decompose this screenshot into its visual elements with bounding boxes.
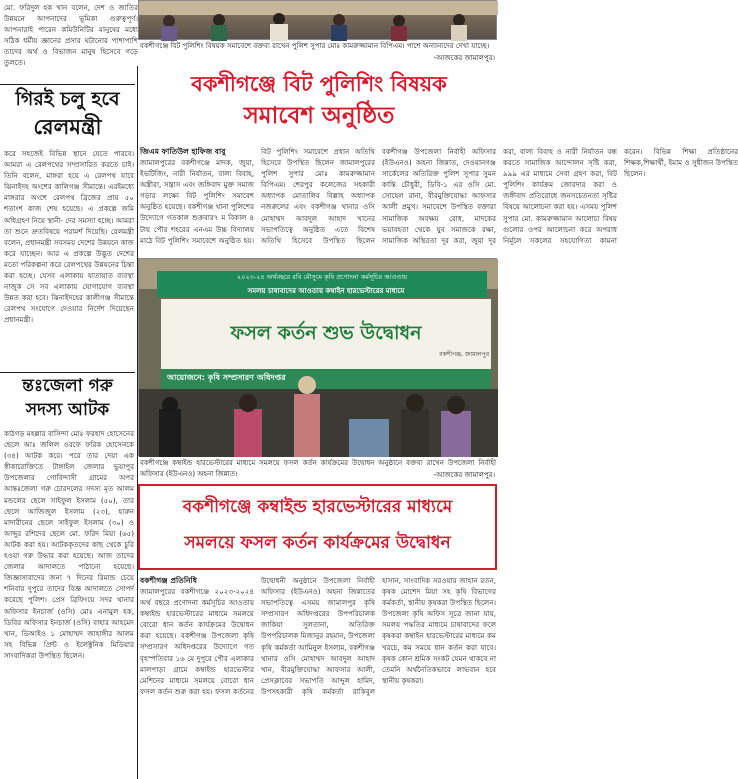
cattle-headline-line2: সদস্য আটক: [25, 400, 110, 420]
cattle-headline-line1: ন্তঃজেলা গরু: [22, 376, 113, 396]
banner-place: বকশীগঞ্জ, জামালপুর: [439, 351, 489, 358]
beat-top-caption: বকশীগঞ্জে বিট পুলিশিং বিষয়ক সমাবেশে বক্তব্য রাখেন পুলিশ সুপার মোঃ কামরুজ্জামান বিপিএম। পাশে অন্যান্যদের দেখা যাচ্ছে।: [140, 42, 490, 50]
rail-story-body: করে সহজেই বিভিন্ন স্থানে যেতে পারবে। আমরা এ রেলপথের সম্প্রসারিত করতে চাই। তিনি বলেন, মাঙ্গরা হয়ে এ রেলপথ যাবে ঝিনাইদহ অংশের কালিগঞ্জ সীমান্তে। এরইমধ্যে মাঙ্গরার অংশে রেলপথ ব্রিজের প্রায় ৫০ শতাংশ কাজ শেষ হয়েছে। এ প্রকল্পে জমি অধিগ্রহণ নিয়ে স্থানী- দের সমস্যা হচ্ছে। আমরা তা শুনে দ্রুতবিষয়ে পরামর্শ দিয়েছি। রেলমন্ত্রী বলেন, প্রধানমন্ত্রী সবসময় দেশের উন্নয়নে কাজ করে যাচ্ছেন। আর এ প্রকল্পে উদ্ভূত দেশের মতো পরিকল্পনা করে রেলপথের উন্নয়নের চিন্তা করা হচ্ছে। যেসব এলাকায় যাতায়াত ব্যবস্থা নাজুক সে সব এলাকায় যোগাযোগ ব্যবস্থা উন্নত করা হবে। ঝিনাইদহের কালীগঞ্জ সীমান্তে রেলপথ সংযোগে দেওয়ার নির্দেশ দিয়েছেন প্রধানমন্ত্রী।: [4, 149, 134, 325]
banner-org: আয়োজনে: কৃষি সম্প্রসারণ অধিদপ্তর: [167, 373, 286, 382]
harvest-byline: বকশীগঞ্জ প্রতিনিধি: [140, 576, 197, 585]
beat-story-body: জিএম ফাতিউল হাফিজ বাবু জামালপুরের বকশীগঞ্জে মাদক, জুয়া, ইভটিজিং, নারী নির্যাতন, বাল্য বিবাহ, অস্ত্রীরা, সন্ত্রাস এবং জঙ্গিবাদ মুক্ত সমাজ গড়ার লক্ষ্যে বিট পুলিশিং সমাবেশ অনুষ্ঠিত হয়েছে। বকশীগঞ্জ থানা পুলিশের উদ্যোগে গতকাল শুক্রবার৭ ম বিকাল ৪ টায় পৌর শহরের এনএম উচ্চ বিদ্যালয় মাঠে বিট পুলিশিং সমাবেশে অনুষ্ঠিত হয়। বিট পুলিশিং সমাবেশে প্রধান অতিথি হিসেবে উপস্থিত ছিলেন জামালপুরের পুলিশ সুপার মোঃ কামরুজ্জামান বিপিএম। শেরপুর কলেজের সহকারী অধ্যাপক মোতালিব বিল্লাহ অধ্যাপক নজরুলের এবং বকশীগঞ্জ থানার ওসি মোহাম্মদ আবদুল আহাদ খানের সভাপতিত্বে অনুষ্ঠিত এতে বিশেষ অতিথি হিসেবে উপস্থিত ছিলেন বকশীগঞ্জ উপজেলা নির্বাহী অফিসার (ইউএনও) অহনা জিন্নাত, দেওয়ানগঞ্জ সার্কেলের অতিরিক্ত পুলিশ সুপার সুমন কান্তি চৌধুরী, ডিবি-১ এর ওসি মো. সোহেল রানা, বীরমুক্তিযোদ্ধা আফসার আলী প্রমুখ। সমাবেশে উপস্থিত বক্তারা সামাজিক অবক্ষয় রোধ, মাদকের ভয়াবহতা থেকে যুব সমাজকে রক্ষা, সামাজিক অস্থিরতা দূর করা, জুয়া দূর করা, বাল্য বিবাহ ও নারী নির্যাতন বন্ধ করতে সামাজিক আন্দোলন সৃষ্টি করা, ৯৯৯ এর মাধ্যমে সেবা গ্রহণ করা, বিট পুলিশিং কার্যক্রম জোরদার করা ও জঙ্গীবাদ প্রতিরোধে জনসচেতনতা সৃষ্টির বিষয়ে আলোচনা করা হয়। এসময় পুলিশ সুপার মো. কামরুজ্জামান আলোচ্য বিষয় গুলোর ওপর আলোচনা করে অপরাধ নির্মূলে সকলের সহযোগিতা কামনা করেন। বিভিন্ন শিক্ষা প্রতিষ্ঠানের শিক্ষক,শিক্ষার্থী, ইমাম ও সুধীজন উপস্থিত ছিলেন।: [140, 147, 738, 245]
harvest-headline-line1: বকশীগঞ্জে কম্বাইন্ড হারভেস্টারের মাধ্যমে: [182, 497, 453, 517]
harvest-headline-box: [138, 484, 497, 570]
divider: [0, 372, 135, 373]
banner-date: ২০২৩-২৪ অর্থবছরে রবি মৌসুমে কৃষি প্রণোদনা কর্মসূচির আওতায়: [236, 273, 408, 281]
beat-top-caption-credit: -আজকের জামালপুর।: [433, 54, 495, 62]
divider: [0, 84, 135, 85]
beat-headline-line2: সমাবেশ অনুষ্ঠিত: [243, 103, 395, 129]
rail-headline-line2: রেলমন্ত্রী: [33, 115, 102, 139]
beat-byline: জিএম ফাতিউল হাফিজ বাবু: [140, 147, 226, 156]
crowd-image: [139, 1, 498, 41]
harvest-headline-line2: সমলয়ে ফসল কর্তন কার্যক্রমের উদ্বোধন: [184, 533, 451, 553]
rail-headline-line1: গিরই চলু হবে: [15, 88, 120, 110]
left-story-intro: মো. ফরিদুল হক খান বলেন, দেশ ও জাতির উন্নয়নে আপনাদের ভূমিকা গুরুত্বপূর্ণ। আপনারাই পারেন কমিউনিটির মানুষের মধ্যে সঠিক ধর্মীয় জ্ঞানের প্রসার ঘটানোর পাশাপাশি তাদের অর্থ ও বিভাজন মানুষ হিসেবে গড়ে তুলতে।: [4, 3, 138, 68]
beat-headline-line1: বকশীগঞ্জে বিট পুলিশিং বিষয়ক: [191, 72, 447, 96]
harvest-caption-credit: -আজকের জামালপুর।: [433, 471, 495, 479]
harvest-story-body: বকশীগঞ্জ প্রতিনিধি জামালপুরের বকশীগঞ্জে ২০২৩-২০২৪ অর্থ বছরে প্রণোদনা কর্মসূচির আওতায় কম্বাইন্ড হারভেস্টারের মাধ্যমে সমলয়ে বোরো ধান কর্তন কার্যক্রমের উদ্বোধন করা হয়েছে। বকশীগঞ্জ উপজেলা কৃষি সম্প্রসারণ অধিদপ্তরের উদ্যোগে গত বৃহস্পতিবার ১৬ মে দুপুরে পৌর এলাকার মালপাড়া গ্রামে কম্বাইন্ড হারভেস্টার মেশিনের মাধ্যমে সমলয়ে বোরো ধান ফসল কর্তন শুরু করা হয়। ফসল কর্তনের উদ্বোধনী অনুষ্ঠানে উপজেলা নির্বাহী অফিসার (ইউএনও) অহনা জিন্নাতের সভাপতিত্বে এসময় জামালপুর কৃষি সম্প্রসারণ অধিদপ্তরের উপপরিচালক জাকিয়া সুলতানা, অতিরিক্ত উপপরিচালক মিজানুর রহমান, উপজেলা কৃষি কর্মকর্তা আমিনুল ইসলাম, বকশীগঞ্জ থানার ওসি মোহাম্মদ আবদুল আহাদ খান, বীরমুক্তিযোদ্ধা আফসার আলী, প্রেসক্লাবের সভাপতি আব্দুল হামিদ, উপসহকারী কৃষি কর্মকর্তা রাকিবুল হাসান, সাংবাদিক সরওয়ার জাহান রতন, কৃষক মোশেদ মিয়া সহ কৃষি বিভাগের কর্মকর্তা, স্থানীয় কৃষকরা উপস্থিত ছিলেন। উপজেলা কৃষি অফিস সূত্রে জানা যায়, সমলয় পদ্ধতির মাধ্যমে চাষাবাদের ফলে কৃষকরা কম্বাইন হারভেস্টারের মাধ্যমে কম খরচে, কম সময়ে ধান কর্তন করা যাবে। কৃষক কোন শ্রমিক সংকট যেমন থাকবে না তেমনি অর্থনৈতিকভাবে লাভবান হবে স্থানীয় কৃষকরা।: [140, 576, 496, 696]
harvest-caption: বকশীগঞ্জে কম্বাইন্ড হারভেস্টারের মাধ্যমে সমলয়ে ফসল কর্তন কার্যক্রমের উদ্বোধন অনুষ্ঠানে বক্তব্য রাখেন উপজেলা নির্বাহী অফিসার (ইউএনও) অহনা জিন্নাত।: [140, 459, 496, 478]
cattle-story-body: কাঠগড় মহল্লার বাসিন্দা মোঃ ফরহাদ হোসেনের ছেলে আঃ জলিল ওরফে ফরিক হোসেনকে (৩৪) আটক করে। পরে তার দেয়া এক স্বীকারোক্তিতে টাঙ্গাইল জেলার ভুয়াপুর উপজেলার গোবিন্দাসী গ্রামের অপর আন্তঃজেলা গরু চোরদলের সদস্য মৃত আলম মন্ডলের ছেলে সাইফুল ইসলাম (৫০), তার ছেলে আজিজুল ইসলাম (২৩), হারুন মাদারীনের ছেলে সাইফুল ইসলাম (৩০) ও আব্দুর রশিদের ছেলে মো. ফরিদ মিয়া (৬৫) আটক করা হয়। আটককৃতদের কাছ থেকে চুরি হওয়া গরু উদ্ধার করা হয়েছে। আজ তাদের জেলার আদালতে পাঠানো হয়েছে। জিজ্ঞাসাবাদের জন্য ৭ দিনের রিমান্ড চেয়ে শনিবার দুপুরে তাদের বিজ্ঞ আদালতে সোপর্দ করেছে পুলিশ। প্রেস ব্রিফিংয়ে সদর থানার অফিসার ইনচার্জ (ওসি) মোঃ এনামুল হক, ডিবির অফিসার ইনচার্জ (ওসি) বাহার আহমেদ খান, ডিআইও ১ মোহাম্মদ জাহাঙ্গীর আলম সহ বিভিন্ন প্রিন্ট ও ইলেক্ট্রনিক মিডিয়ার সাংবাদিকরা উপস্থিত ছিলেন।: [4, 429, 134, 660]
banner-subtitle: সমলয় চাষাবাদের আওতায় কম্বাইন হারভেস্টারের মাধ্যমে: [247, 287, 405, 295]
beat-top-photo: [138, 0, 497, 40]
banner-main: ফসল কর্তন শুভ উদ্বোধন: [230, 322, 422, 344]
harvest-photo: [138, 258, 497, 456]
